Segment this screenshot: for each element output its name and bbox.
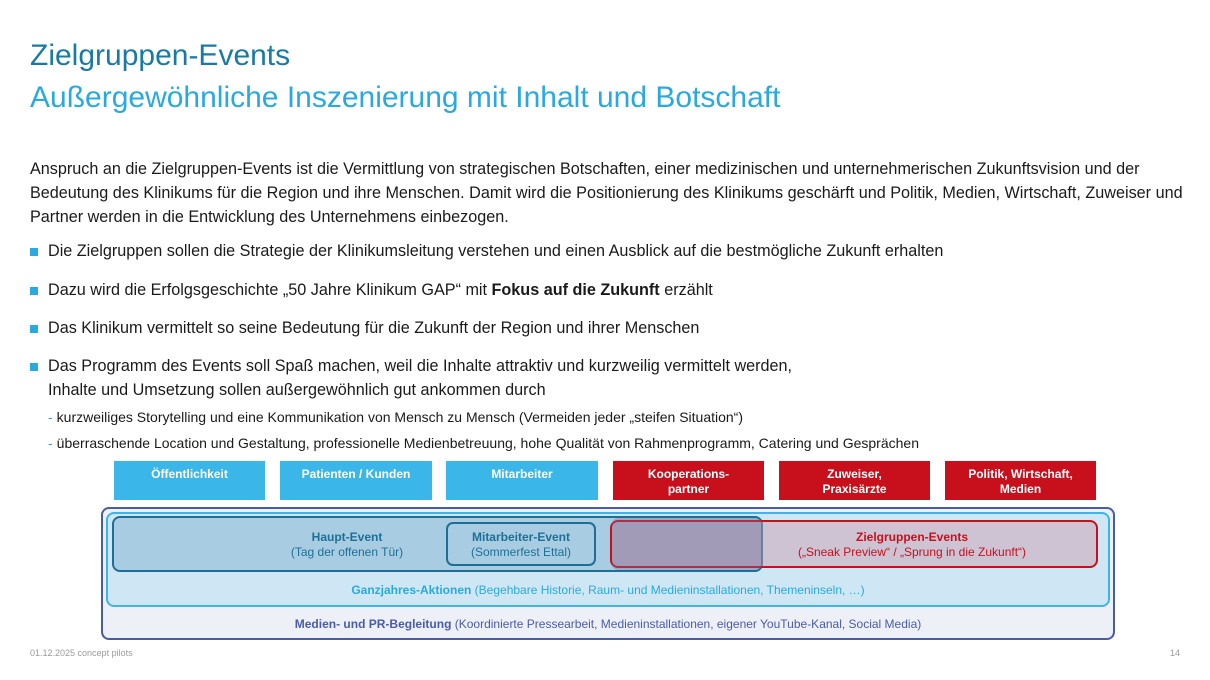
haupt-event-label [262,530,432,560]
bullet-text [48,278,713,302]
intro-paragraph: Anspruch an die Zielgruppen-Events ist die Vermittlung von strategischen Botschaften, einer medizinischen und unternehmerischen Zukunftsvision und der Bedeutung des Klinikums für die Region und ihre Menschen. Damit wird die Positionierung des Klinikums geschärft und Politik, Medien, Wirtschaft, Zuweiser und Partner werden in die Entwicklung des Unternehmens einbezogen. [30,160,1183,226]
bullet-text: Die Zielgruppen sollen die Strategie der Klinikumsleitung verstehen und einen Ausblick auf die bestmögliche Zukunft erhalten [48,242,944,260]
target-group-box [779,461,930,500]
medien-pr-title: Medien- und PR-Begleitung [294,617,452,631]
mitarbeiter-event-subtitle: (Sommerfest Ettal) [470,545,572,559]
ganzjahres-label [106,583,1110,598]
overlap-region [612,518,762,570]
bullet-text-line2: Inhalte und Umsetzung sollen außergewöhnlich gut ankommen durch [48,381,546,399]
haupt-event-subtitle: (Tag der offenen Tür) [290,545,404,559]
bullet-text-pre: Dazu wird die Erfolgsgeschichte „50 Jahre Klinikum GAP“ mit [48,281,492,299]
bullet-text-bold: Fokus auf die Zukunft [491,281,660,299]
haupt-event-title: Haupt-Event [311,530,383,544]
bullet-text-line1: Das Programm des Events soll Spaß machen, weil die Inhalte attraktiv und kurzweilig vermittelt werden, [48,357,793,375]
footer-date: 01.12.2025 concept pilots [30,648,133,658]
mitarbeiter-event-title: Mitarbeiter-Event [471,530,571,544]
target-group-label: partner [667,482,710,496]
dash-icon: - [48,409,53,425]
target-group-label: Mitarbeiter [491,467,553,481]
ganzjahres-title: Ganzjahres-Aktionen [351,583,472,597]
medien-pr-subtitle: (Koordinierte Pressearbeit, Medieninstallationen, eigener YouTube-Kanal, Social Media) [451,617,922,631]
target-group-box [280,461,432,500]
target-group-label: Patienten / Kunden [301,467,411,481]
dash-icon: - [48,435,53,451]
target-group-box [114,461,265,500]
target-group-label: Öffentlichkeit [151,467,228,481]
target-group-box [613,461,764,500]
page-subtitle: Außergewöhnliche Inszenierung mit Inhalt und Botschaft [30,81,781,114]
target-group-label: Politik, Wirtschaft, [968,467,1073,481]
sub-bullet-text: kurzweiliges Storytelling und eine Kommunikation von Mensch zu Mensch (Vermeiden jeder „steifen Situation“) [56,409,744,425]
sub-bullet-item [48,434,919,452]
page-title: Zielgruppen-Events [30,39,291,72]
target-group-box [446,461,598,500]
bullet-square-icon [30,287,38,295]
bullet-square-icon [30,363,38,371]
target-group-label: Medien [999,482,1042,496]
target-group-box [945,461,1096,500]
zielgruppen-events-title: Zielgruppen-Events [855,530,968,544]
ganzjahres-subtitle: (Begehbare Historie, Raum- und Medieninstallationen, Themeninseln, …) [471,583,865,597]
bullet-text: Das Klinikum vermittelt so seine Bedeutung für die Zukunft der Region und ihrer Menschen [48,319,700,337]
sub-bullet-item [48,408,743,426]
target-group-label: Praxisärzte [822,482,887,496]
target-group-label: Zuweiser, [827,467,882,481]
bullet-text-post: erzählt [659,281,713,299]
bullet-square-icon [30,248,38,256]
medien-pr-label [101,617,1115,632]
page-number: 14 [1170,648,1181,658]
mitarbeiter-event-label [446,530,596,560]
zielgruppen-events-subtitle: („Sneak Preview“ / „Sprung in die Zukunft“) [797,545,1027,559]
zielgruppen-events-label [762,530,1062,560]
bullet-square-icon [30,325,38,333]
target-group-label: Kooperations- [647,467,730,481]
sub-bullet-text: überraschende Location und Gestaltung, professionelle Medienbetreuung, hohe Qualität von Rahmenprogramm, Catering und Gesprächen [56,435,919,451]
